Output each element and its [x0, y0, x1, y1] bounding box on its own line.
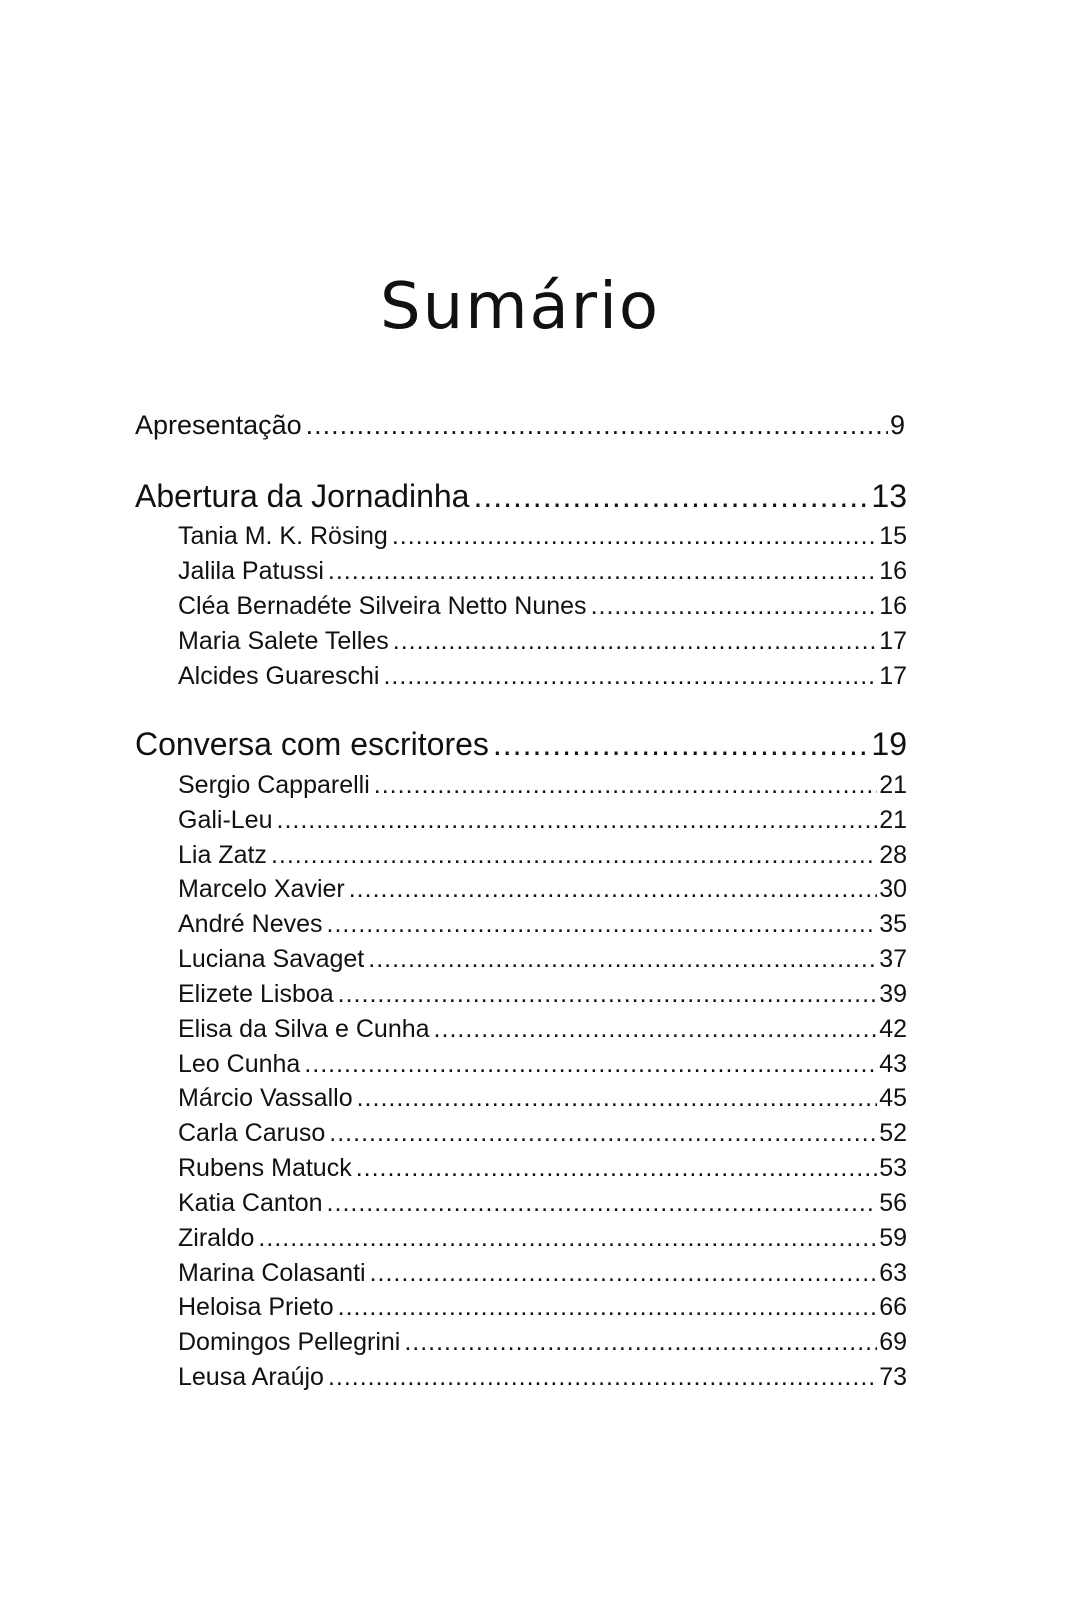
toc-entry-label: Márcio Vassallo	[178, 1084, 353, 1112]
toc-page-number: 30	[879, 875, 907, 903]
toc-leader-dots	[404, 1328, 877, 1357]
toc-page-number: 63	[879, 1259, 907, 1287]
toc-page-number: 16	[879, 557, 907, 585]
toc-page-number: 43	[879, 1050, 907, 1078]
toc-leader-dots	[493, 726, 870, 763]
toc-section-heading	[135, 726, 907, 763]
toc-entry-label: Elizete Lisboa	[178, 980, 334, 1008]
toc-entry-label: Leo Cunha	[178, 1050, 301, 1078]
toc-leader-dots	[473, 478, 869, 515]
toc-entry	[178, 522, 907, 551]
toc-entry	[178, 771, 907, 800]
toc-entry	[178, 627, 907, 656]
toc-leader-dots	[383, 662, 877, 691]
toc-entry	[178, 557, 907, 586]
toc-page-number: 37	[879, 945, 907, 973]
toc-page-number: 17	[879, 662, 907, 690]
toc-entry-label: Marina Colasanti	[178, 1259, 366, 1287]
toc-leader-dots	[304, 1050, 877, 1079]
toc-leader-dots	[338, 1293, 878, 1322]
toc-leader-dots	[434, 1015, 878, 1044]
toc-page-number: 42	[879, 1015, 907, 1043]
toc-page-number: 73	[879, 1363, 907, 1391]
toc-entry-label: Sergio Capparelli	[178, 771, 370, 799]
toc-page-number: 21	[879, 806, 907, 834]
toc-page-number: 19	[871, 726, 907, 762]
toc-page-number: 56	[879, 1189, 907, 1217]
toc-leader-dots	[327, 1189, 878, 1218]
toc-leader-dots	[328, 557, 877, 586]
toc-page-number: 69	[879, 1328, 907, 1356]
toc-page-number: 39	[879, 980, 907, 1008]
toc-entry-label: Leusa Araújo	[178, 1363, 324, 1391]
toc-entry-label: Carla Caruso	[178, 1119, 326, 1147]
toc-entry	[178, 841, 907, 870]
toc-leader-dots	[370, 1259, 878, 1288]
toc-page-number: 66	[879, 1293, 907, 1321]
toc-leader-dots	[258, 1224, 877, 1253]
toc-entry-label: Rubens Matuck	[178, 1154, 352, 1182]
toc-entry	[178, 875, 907, 904]
toc-entry	[178, 1050, 907, 1079]
toc-leader-dots	[374, 771, 877, 800]
toc-entry-label: Lia Zatz	[178, 841, 267, 869]
toc-entry-label: Conversa com escritores	[135, 726, 489, 762]
toc-entry-label: Heloisa Prieto	[178, 1293, 334, 1321]
page-title: Sumário	[380, 270, 660, 344]
toc-leader-dots	[368, 945, 877, 974]
toc-leader-dots	[328, 1363, 877, 1392]
toc-entry	[178, 662, 907, 691]
toc-entry-label: Gali-Leu	[178, 806, 273, 834]
toc-entry-label: Elisa da Silva e Cunha	[178, 1015, 430, 1043]
toc-page-number: 16	[879, 592, 907, 620]
toc-entry-label: André Neves	[178, 910, 323, 938]
toc-entry-label: Ziraldo	[178, 1224, 255, 1252]
toc-entry-label: Marcelo Xavier	[178, 875, 345, 903]
toc-leader-dots	[392, 522, 877, 551]
toc-leader-dots	[393, 627, 877, 656]
toc-entry	[178, 945, 907, 974]
toc-entry	[178, 980, 907, 1009]
toc-entry-label: Maria Salete Telles	[178, 627, 389, 655]
toc-leader-dots	[338, 980, 878, 1009]
toc-page-number: 28	[879, 841, 907, 869]
toc-entry-label: Jalila Patussi	[178, 557, 324, 585]
toc-entry-label: Cléa Bernadéte Silveira Netto Nunes	[178, 592, 587, 620]
toc-page-number: 59	[879, 1224, 907, 1252]
toc-entry-label: Apresentação	[135, 410, 302, 440]
toc-entry	[178, 1154, 907, 1183]
toc-leader-dots	[356, 1154, 877, 1183]
toc-leader-dots	[357, 1084, 878, 1113]
toc-entry	[178, 1084, 907, 1113]
toc-entry	[178, 1189, 907, 1218]
toc-leader-dots	[327, 910, 878, 939]
toc-page-number: 52	[879, 1119, 907, 1147]
toc-entry	[178, 1224, 907, 1253]
toc-entry	[135, 410, 905, 441]
toc-entry	[178, 910, 907, 939]
toc-page-number: 17	[879, 627, 907, 655]
toc-entry	[178, 1259, 907, 1288]
toc-page-number: 21	[879, 771, 907, 799]
toc-entry-label: Tania M. K. Rösing	[178, 522, 388, 550]
toc-entry	[178, 592, 907, 621]
toc-entry-label: Luciana Savaget	[178, 945, 365, 973]
toc-entry	[178, 1119, 907, 1148]
toc-entry	[178, 1363, 907, 1392]
toc-entry-label: Abertura da Jornadinha	[135, 478, 470, 514]
toc-leader-dots	[349, 875, 877, 904]
toc-page-number: 9	[889, 410, 905, 440]
toc-entry	[178, 1293, 907, 1322]
toc-leader-dots	[306, 410, 888, 441]
toc-page-number: 53	[879, 1154, 907, 1182]
toc-leader-dots	[271, 841, 877, 870]
toc-leader-dots	[277, 806, 878, 835]
toc-entry	[178, 1328, 907, 1357]
toc-entry	[178, 806, 907, 835]
toc-entry-label: Katia Canton	[178, 1189, 323, 1217]
toc-page-number: 35	[879, 910, 907, 938]
toc-entry-label: Domingos Pellegrini	[178, 1328, 401, 1356]
toc-page-number: 15	[879, 522, 907, 550]
toc-entry	[178, 1015, 907, 1044]
toc-section-heading	[135, 478, 907, 515]
toc-leader-dots	[329, 1119, 877, 1148]
toc-leader-dots	[591, 592, 878, 621]
toc-page-number: 13	[871, 478, 907, 514]
toc-entry-label: Alcides Guareschi	[178, 662, 380, 690]
toc-page-number: 45	[879, 1084, 907, 1112]
